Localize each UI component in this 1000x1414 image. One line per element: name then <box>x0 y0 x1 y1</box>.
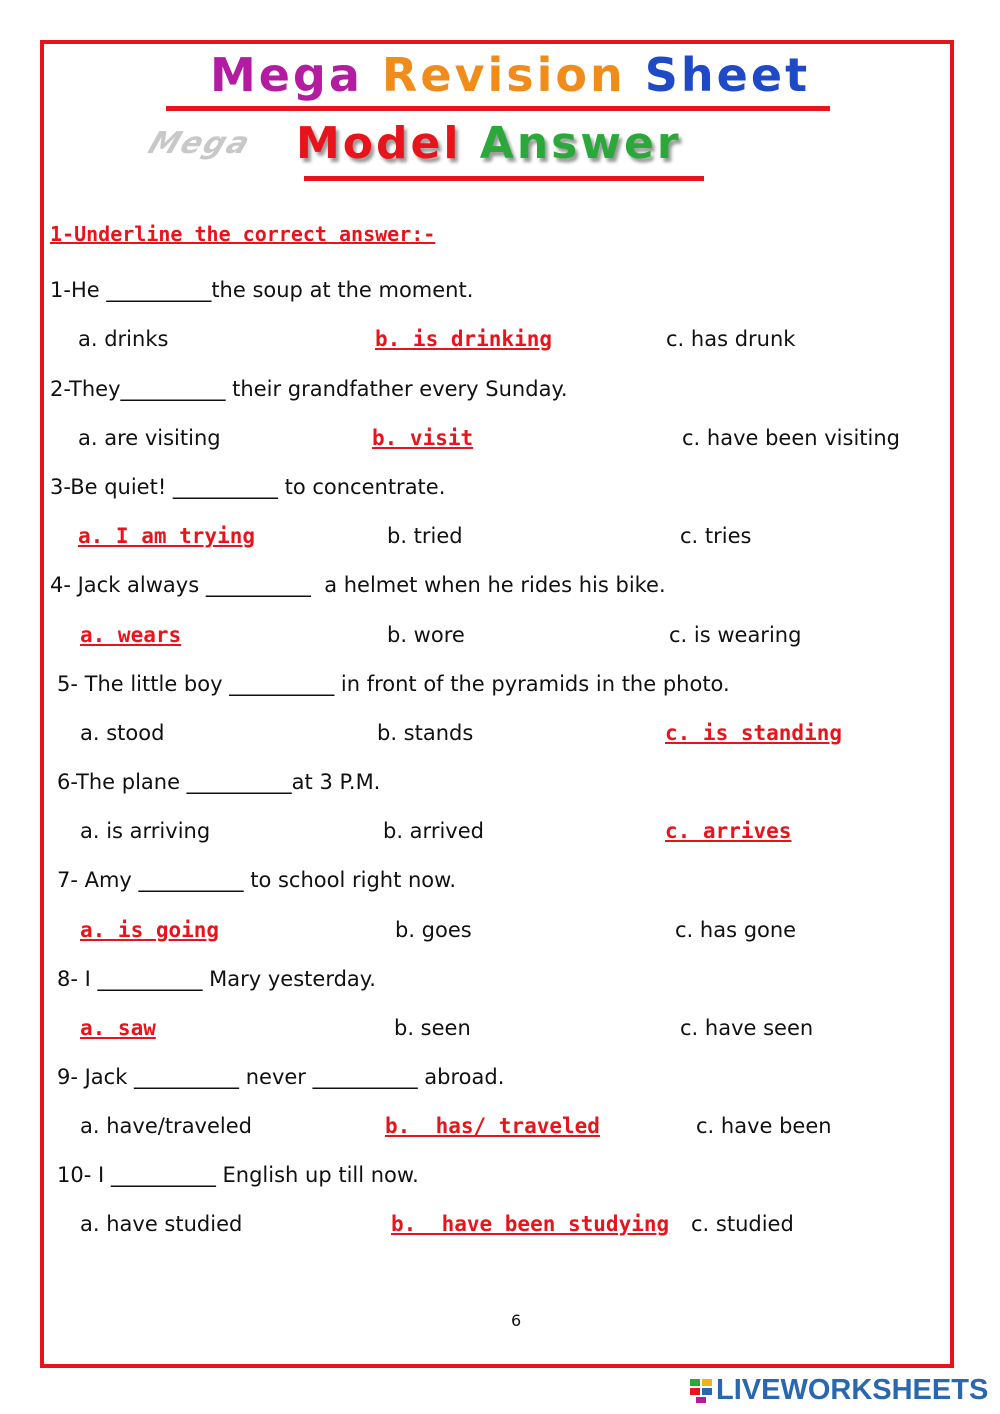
q3-option-c: c. tries <box>680 524 752 548</box>
q10-option-b-correct: b. have been studying <box>391 1212 670 1236</box>
q3-option-a-correct: a. I am trying <box>78 524 256 548</box>
q7-option-c: c. has gone <box>675 918 797 942</box>
footer-brand-text: LIVEWORKSHEETS <box>716 1373 989 1406</box>
q1-option-b-correct: b. is drinking <box>375 327 553 351</box>
question-6: 6-The plane __________at 3 P.M. <box>57 770 381 794</box>
q6-option-b: b. arrived <box>383 819 484 843</box>
footer-brand[interactable] <box>690 1372 988 1408</box>
q2-option-c: c. have been visiting <box>682 426 900 450</box>
q1-option-a: a. drinks <box>78 327 169 351</box>
q10-option-a: a. have studied <box>80 1212 243 1236</box>
q4-option-c: c. is wearing <box>669 623 802 647</box>
question-5: 5- The little boy __________ in front of the pyramids in the photo. <box>57 672 730 696</box>
q10-option-c: c. studied <box>691 1212 794 1236</box>
question-10: 10- I __________ English up till now. <box>57 1163 419 1187</box>
q7-option-b: b. goes <box>395 918 472 942</box>
question-1: 1-He __________the soup at the moment. <box>50 278 474 302</box>
q9-option-c: c. have been <box>696 1114 832 1138</box>
q8-option-c: c. have seen <box>680 1016 814 1040</box>
q4-option-a-correct: a. wears <box>80 623 182 647</box>
page-title <box>0 48 1000 102</box>
q7-option-a-correct: a. is going <box>80 918 220 942</box>
q9-option-a: a. have/traveled <box>80 1114 252 1138</box>
q6-option-c-correct: c. arrives <box>665 819 792 843</box>
q1-option-c: c. has drunk <box>666 327 796 351</box>
question-4: 4- Jack always __________ a helmet when he rides his bike. <box>50 573 666 597</box>
q2-option-a: a. are visiting <box>78 426 221 450</box>
instruction-heading: 1-Underline the correct answer:- <box>50 222 436 246</box>
subtitle-shadow: Mega <box>143 126 257 161</box>
q8-option-b: b. seen <box>394 1016 471 1040</box>
q6-option-a: a. is arriving <box>80 819 211 843</box>
question-9: 9- Jack __________ never __________ abroad. <box>57 1065 505 1089</box>
subtitle-underline <box>304 176 704 181</box>
liveworksheets-logo-icon <box>690 1377 712 1403</box>
title-word-mega: Mega <box>209 48 363 102</box>
subtitle <box>143 118 770 178</box>
subtitle-word-answer: Answer <box>479 118 682 169</box>
subtitle-word-model: Model <box>296 118 462 169</box>
q8-option-a-correct: a. saw <box>80 1016 156 1040</box>
question-7: 7- Amy __________ to school right now. <box>57 868 457 892</box>
page-number: 6 <box>511 1311 522 1330</box>
q4-option-b: b. wore <box>387 623 465 647</box>
q3-option-b: b. tried <box>387 524 463 548</box>
title-underline <box>166 106 830 111</box>
q5-option-a: a. stood <box>80 721 165 745</box>
question-2: 2-They__________ their grandfather every Sunday. <box>50 377 568 401</box>
title-word-sheet: Sheet <box>644 48 811 102</box>
question-8: 8- I __________ Mary yesterday. <box>57 967 376 991</box>
title-word-revision: Revision <box>381 48 626 102</box>
q5-option-b: b. stands <box>377 721 474 745</box>
question-3: 3-Be quiet! __________ to concentrate. <box>50 475 446 499</box>
q9-option-b-correct: b. has/ traveled <box>385 1114 600 1138</box>
q2-option-b-correct: b. visit <box>372 426 474 450</box>
q5-option-c-correct: c. is standing <box>665 721 843 745</box>
